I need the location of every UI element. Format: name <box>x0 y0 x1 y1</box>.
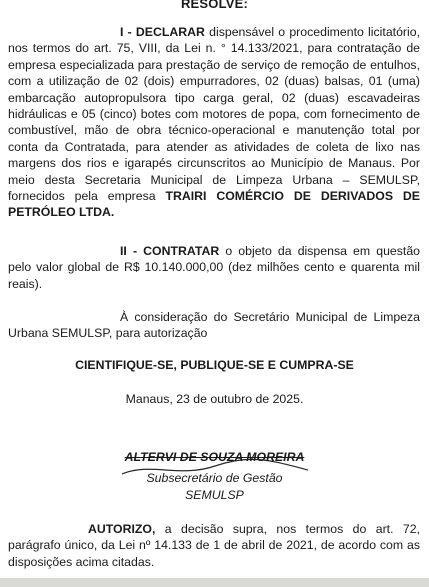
signatory-org: SEMULSP <box>185 487 244 502</box>
autorizo-paragraph <box>8 521 420 570</box>
consideracao-paragraph: À consideração do Secretário Municipal de Limpeza Urbana SEMULSP, para autorização <box>8 310 420 341</box>
resolve-heading: RESOLVE: <box>180 0 249 11</box>
signatory-role: Subsecretário de Gestão <box>146 471 283 485</box>
cientifique-line: CIENTIFIQUE-SE, PUBLIQUE-SE E CUMPRA-SE <box>75 358 354 372</box>
contratar-text: o objeto da dispensa em questão pelo valor global de R$ 10.140.000,00 (dez milhões cento e quarenta mil reais). <box>8 244 420 291</box>
signatory-role-block <box>0 470 429 503</box>
declarar-paragraph <box>8 24 420 221</box>
contratar-label: II - CONTRATAR <box>120 244 220 258</box>
place-date: Manaus, 23 de outubro de 2025. <box>125 392 304 406</box>
autorizo-label: AUTORIZO, <box>88 522 156 536</box>
contratar-paragraph <box>8 243 420 292</box>
page-bottom-edge <box>0 578 429 587</box>
company-name: TRAIRI COMÉRCIO DE DERIVADOS DE PETRÓLEO LTDA. <box>8 189 420 220</box>
signatory-name: ALTERVI DE SOUZA MOREIRA <box>124 450 305 464</box>
autorizo-text: a decisão supra, nos termos do art. 72, parágrafo único, da Lei nº 14.133 de 1 de abril de 2021, de acordo com as disposições acima citadas. <box>8 522 420 569</box>
declarar-label: I - DECLARAR <box>120 25 205 39</box>
declarar-text: dispensável o procedimento licitatório, nos termos do art. 75, VIII, da Lei n. ° 14.133/2021, para contratação de empresa especializada para prestação de serviço de remoção de entulhos, com a utilização de 02 (dois) empurradores, 02 (duas) balsas, 01 (uma) embarcação autopropulsora tipo carga geral, 02 (duas) escavadeiras hidráulicas e 05 (cinco) botes com motores de popa, com fornecimento de combustível, mão de obra técnico-operacional e manutenção total por conta da Contratada, para atender as atividades de coleta de lixo nas margens dos rios e igarapés circunscritos ao Município de Manaus. Por meio desta Secretaria Municipal de Limpeza Urbana – SEMULSP, fornecidos pela empresa <box>8 25 420 204</box>
